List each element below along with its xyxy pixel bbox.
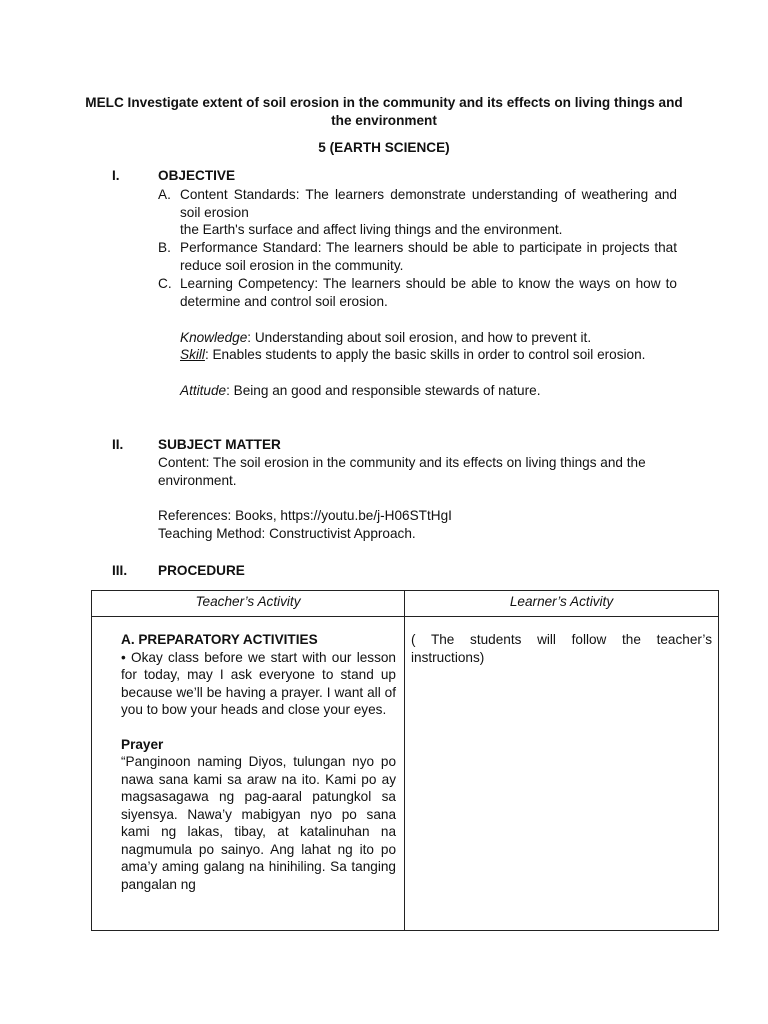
prayer-text: “Panginoon naming Diyos, tulungan nyo po nawa sana kami sa araw na ito. Kami po ay magsasagawa ng pag-aaral patungkol sa siyensya. Nawa’y mabigyan nyo po sana kami ng lakas, tibay, at katalinuhan na nagmumula po sainyo. Ang lahat ng ito po ama’y aming galang na hinihiling. Sa tanging pangalan ng	[121, 754, 396, 892]
knowledge-line	[180, 329, 677, 347]
table-header-row	[92, 591, 719, 617]
knowledge-label: Knowledge	[180, 330, 248, 345]
column-header-learner: Learner’s Activity	[405, 591, 719, 617]
item-text-extra: the Earth's surface and affect living things and the environment.	[180, 222, 563, 237]
prayer-heading: Prayer	[121, 736, 164, 752]
section-title-procedure: PROCEDURE	[158, 563, 245, 578]
section-number-objective: I.	[112, 168, 120, 183]
section-number-subject-matter: II.	[112, 437, 124, 452]
preparatory-text: • Okay class before we start with our lesson for today, may I ask everyone to stand up because we’ll be having a prayer. I want all of you to bow your heads and close your eyes.	[121, 649, 396, 717]
attitude-label: Attitude	[180, 383, 227, 398]
item-text: Performance Standard: The learners should be able to participate in projects that reduce soil erosion in the community.	[180, 240, 677, 273]
item-text: Content Standards: The learners demonstrate understanding of weathering and soil erosion	[180, 187, 677, 220]
grade-subject: 5 (EARTH SCIENCE)	[318, 140, 450, 155]
column-header-teacher: Teacher’s Activity	[92, 591, 405, 617]
learner-activity-text: ( The students will follow the teacher’s instructions)	[411, 632, 712, 665]
attitude-text: : Being an good and responsible stewards of nature.	[226, 383, 541, 398]
procedure-table	[91, 590, 719, 931]
item-label: B.	[158, 240, 171, 255]
attitude-line	[180, 382, 677, 400]
document-title: MELC Investigate extent of soil erosion in the community and its effects on living things and the environment	[85, 95, 683, 128]
subject-teaching-method: Teaching Method: Constructivist Approach.	[158, 526, 416, 541]
table-row	[92, 617, 719, 931]
item-text: Learning Competency: The learners should be able to know the ways on how to determine and control soil erosion.	[180, 276, 677, 309]
learner-activity-cell	[405, 617, 719, 931]
section-title-subject-matter: SUBJECT MATTER	[158, 437, 281, 452]
item-label: C.	[158, 276, 172, 291]
item-label: A.	[158, 187, 171, 202]
subject-content: Content: The soil erosion in the community and its effects on living things and the environment.	[158, 455, 646, 488]
objective-item-performance-standard	[158, 239, 677, 274]
skill-line	[180, 346, 677, 364]
subject-references: References: Books, https://youtu.be/j-H06STtHgI	[158, 508, 452, 523]
skill-text: : Enables students to apply the basic skills in order to control soil erosion.	[204, 347, 646, 362]
teacher-activity-cell	[92, 617, 405, 931]
preparatory-heading: A. PREPARATORY ACTIVITIES	[121, 632, 318, 647]
section-number-procedure: III.	[112, 563, 128, 578]
skill-label: Skill	[180, 347, 205, 362]
knowledge-text: : Understanding about soil erosion, and how to prevent it.	[247, 330, 592, 345]
objective-item-learning-competency	[158, 275, 677, 310]
section-title-objective: OBJECTIVE	[158, 168, 236, 183]
objective-item-content-standards	[158, 186, 677, 239]
